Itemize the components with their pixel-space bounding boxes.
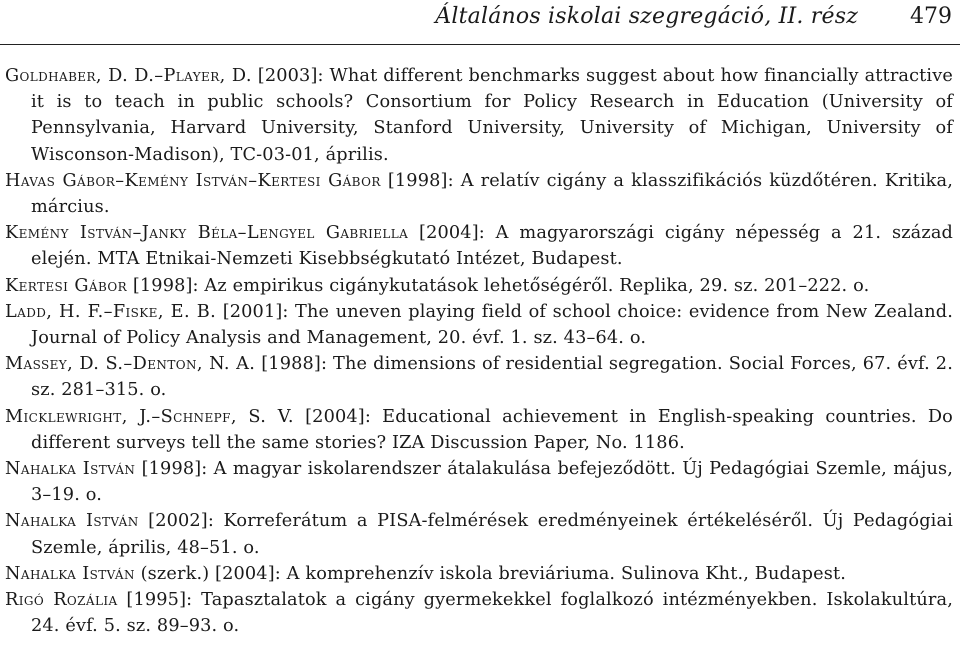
reference-authors: Nahalka István — [5, 511, 139, 532]
reference-text: (szerk.) [2004]: A komprehenzív iskola breviáriuma. Sulinova Kht., Budapest. — [134, 563, 846, 584]
reference-entry — [5, 351, 953, 403]
reference-authors: Kemény István–Janky Béla–Lengyel Gabriella — [5, 223, 409, 244]
reference-entry — [5, 508, 953, 560]
reference-authors: Micklewright, J.–Schnepf, S. V. — [5, 406, 294, 427]
running-header — [0, 0, 960, 45]
reference-entry — [5, 273, 953, 299]
reference-text: [2004]: Educational achievement in English-speaking countries. Do different surveys tell the same stories? IZA Discussion Paper, No. 1186. — [31, 406, 953, 453]
reference-authors: Nahalka István — [5, 459, 136, 480]
reference-entry — [5, 404, 953, 456]
reference-authors: Havas Gábor–Kemény István–Kertesi Gábor — [5, 170, 381, 191]
reference-authors: Nahalka István — [5, 563, 135, 584]
reference-entry — [5, 220, 953, 272]
reference-text: [1995]: Tapasztalatok a cigány gyermekekkel foglalkozó intézményekben. Iskolakultúra, 24. évf. 5. sz. 89–93. o. — [31, 590, 953, 637]
reference-entry — [5, 561, 953, 587]
page-number: 479 — [910, 4, 952, 29]
reference-entry — [5, 587, 953, 639]
reference-authors: Massey, D. S.–Denton, N. A. — [5, 354, 256, 375]
reference-authors: Goldhaber, D. D.–Player, D. — [5, 66, 252, 86]
reference-text: [1998]: A magyar iskolarendszer átalakulása befejeződött. Új Pedagógiai Szemle, május, 3–19. o. — [31, 459, 954, 506]
reference-text: [1988]: The dimensions of residential segregation. Social Forces, 67. évf. 2. sz. 281–315. o. — [31, 354, 953, 401]
reference-authors: Ladd, H. F.–Fiske, E. B. — [5, 301, 217, 322]
reference-text: [2001]: The uneven playing field of school choice: evidence from New Zealand. Journal of Policy Analysis and Management, 20. évf. 1. sz. 43–64. o. — [31, 301, 953, 349]
reference-entry — [5, 456, 953, 508]
running-title: Általános iskolai szegregáció, II. rész — [435, 4, 858, 29]
reference-text: [1998]: A relatív cigány a klasszifikációs küzdőtéren. Kritika, március. — [31, 170, 954, 218]
reference-authors: Kertesi Gábor — [5, 275, 128, 296]
reference-entry — [5, 168, 953, 220]
reference-text: [2002]: Korreferátum a PISA-felmérések eredményeinek értékeléséről. Új Pedagógiai Szemle, április, 48–51. o. — [31, 511, 953, 558]
reference-entry — [5, 63, 953, 168]
reference-authors: Rigó Rozália — [5, 590, 118, 611]
reference-entry — [5, 299, 953, 351]
reference-list — [5, 63, 953, 639]
reference-text: [1998]: Az empirikus cigánykutatások lehetőségéről. Replika, 29. sz. 201–222. o. — [127, 275, 870, 296]
reference-text: [2004]: A magyarországi cigány népesség a 21. század elején. MTA Etnikai-Nemzeti Kisebbségkutató Intézet, Budapest. — [31, 223, 953, 270]
reference-text: [2003]: What different benchmarks suggest about how financially attractive it is to teach in public schools? Consortium for Policy Research in Education (University of Pennsylvania, Harvard University, Stanford University, University of Michigan, University of Wisconson-Madison), TC-03-01, április. — [31, 66, 953, 165]
